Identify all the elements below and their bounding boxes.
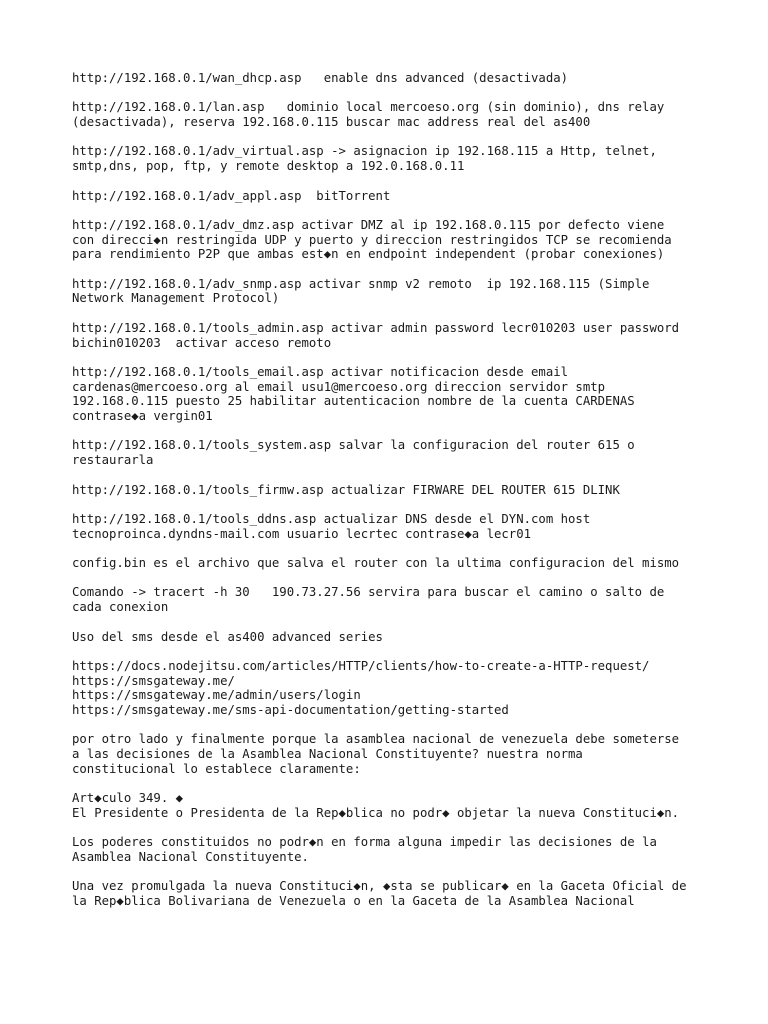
- paragraph-tools-firmw: http://192.168.0.1/tools_firmw.asp actualizar FIRWARE DEL ROUTER 615 DLINK: [72, 482, 620, 497]
- paragraph-asamblea: por otro lado y finalmente porque la asamblea nacional de venezuela debe someterse a las decisiones de la Asamblea Nacional Constituyente? nuestra norma constitucional lo establece claramente:: [72, 732, 680, 776]
- paragraph-articulo-349: Art◆culo 349. ◆ El Presidente o Presidenta de la Rep◆blica no podr◆ objetar la nueva Constituci◆n.: [72, 791, 680, 820]
- paragraph-adv-virtual: http://192.168.0.1/adv_virtual.asp -> asignacion ip 192.168.115 a Http, telnet, smtp,dns, pop, ftp, y remote desktop a 192.0.168.0.11: [72, 144, 657, 174]
- paragraph-tracert: Comando -> tracert -h 30 190.73.27.56 servira para buscar el camino o salto de cada conexion: [72, 585, 665, 615]
- paragraph-tools-system: http://192.168.0.1/tools_system.asp salvar la configuracion del router 615 o restaurarla: [72, 438, 635, 468]
- paragraph-promulgada: Una vez promulgada la nueva Constituci◆n, ◆sta se publicar◆ en la Gaceta Oficial de la Rep◆blica Bolivariana de Venezuela o en la Gaceta de la Asamblea Nacional: [72, 879, 687, 909]
- paragraph-sms-links: https://docs.nodejitsu.com/articles/HTTP/clients/how-to-create-a-HTTP-request/ https://smsgateway.me/ https://smsgateway.me/admin/users/login https://smsgateway.me/sms-api-documentation/getting-started: [72, 658, 650, 718]
- paragraph-poderes: Los poderes constituidos no podr◆n en forma alguna impedir las decisiones de la Asamblea Nacional Constituyente.: [72, 835, 657, 864]
- paragraph-lan: http://192.168.0.1/lan.asp dominio local mercoeso.org (sin dominio), dns relay (desactivada), reserva 192.168.0.115 buscar mac address real del as400: [72, 100, 665, 130]
- paragraph-tools-admin: http://192.168.0.1/tools_admin.asp activar admin password lecr010203 user password bichin010203 activar acceso remoto: [72, 320, 680, 350]
- paragraph-adv-appl: http://192.168.0.1/adv_appl.asp bitTorrent: [72, 188, 391, 203]
- paragraph-adv-dmz: http://192.168.0.1/adv_dmz.asp activar DMZ al ip 192.168.0.115 por defecto viene con direcci◆n restringida UDP y puerto y direccion restringidos TCP se recomienda para rendimiento P2P que ambas est◆n en endpoint independent (probar conexiones): [72, 217, 672, 262]
- paragraph-tools-ddns: http://192.168.0.1/tools_ddns.asp actualizar DNS desde el DYN.com host tecnoproinca.dyndns-mail.com usuario lecrtec contrase◆a lecr01: [72, 511, 591, 541]
- paragraph-wan-dhcp: http://192.168.0.1/wan_dhcp.asp enable dns advanced (desactivada): [72, 71, 569, 85]
- paragraph-tools-email: http://192.168.0.1/tools_email.asp activar notificacion desde email cardenas@mercoeso.org al email usu1@mercoeso.org direccion servidor smtp 192.168.0.115 puesto 25 habilitar autenticacion nombre de la cuenta CARDENAS contrase◆a vergin01: [72, 364, 635, 424]
- paragraph-adv-snmp: http://192.168.0.1/adv_snmp.asp activar snmp v2 remoto ip 192.168.115 (Simple Network Management Protocol): [72, 276, 650, 306]
- paragraph-config-bin: config.bin es el archivo que salva el router con la ultima configuracion del mismo: [72, 556, 680, 571]
- document-page: [72, 71, 712, 923]
- paragraph-sms-heading: Uso del sms desde el as400 advanced series: [72, 629, 383, 644]
